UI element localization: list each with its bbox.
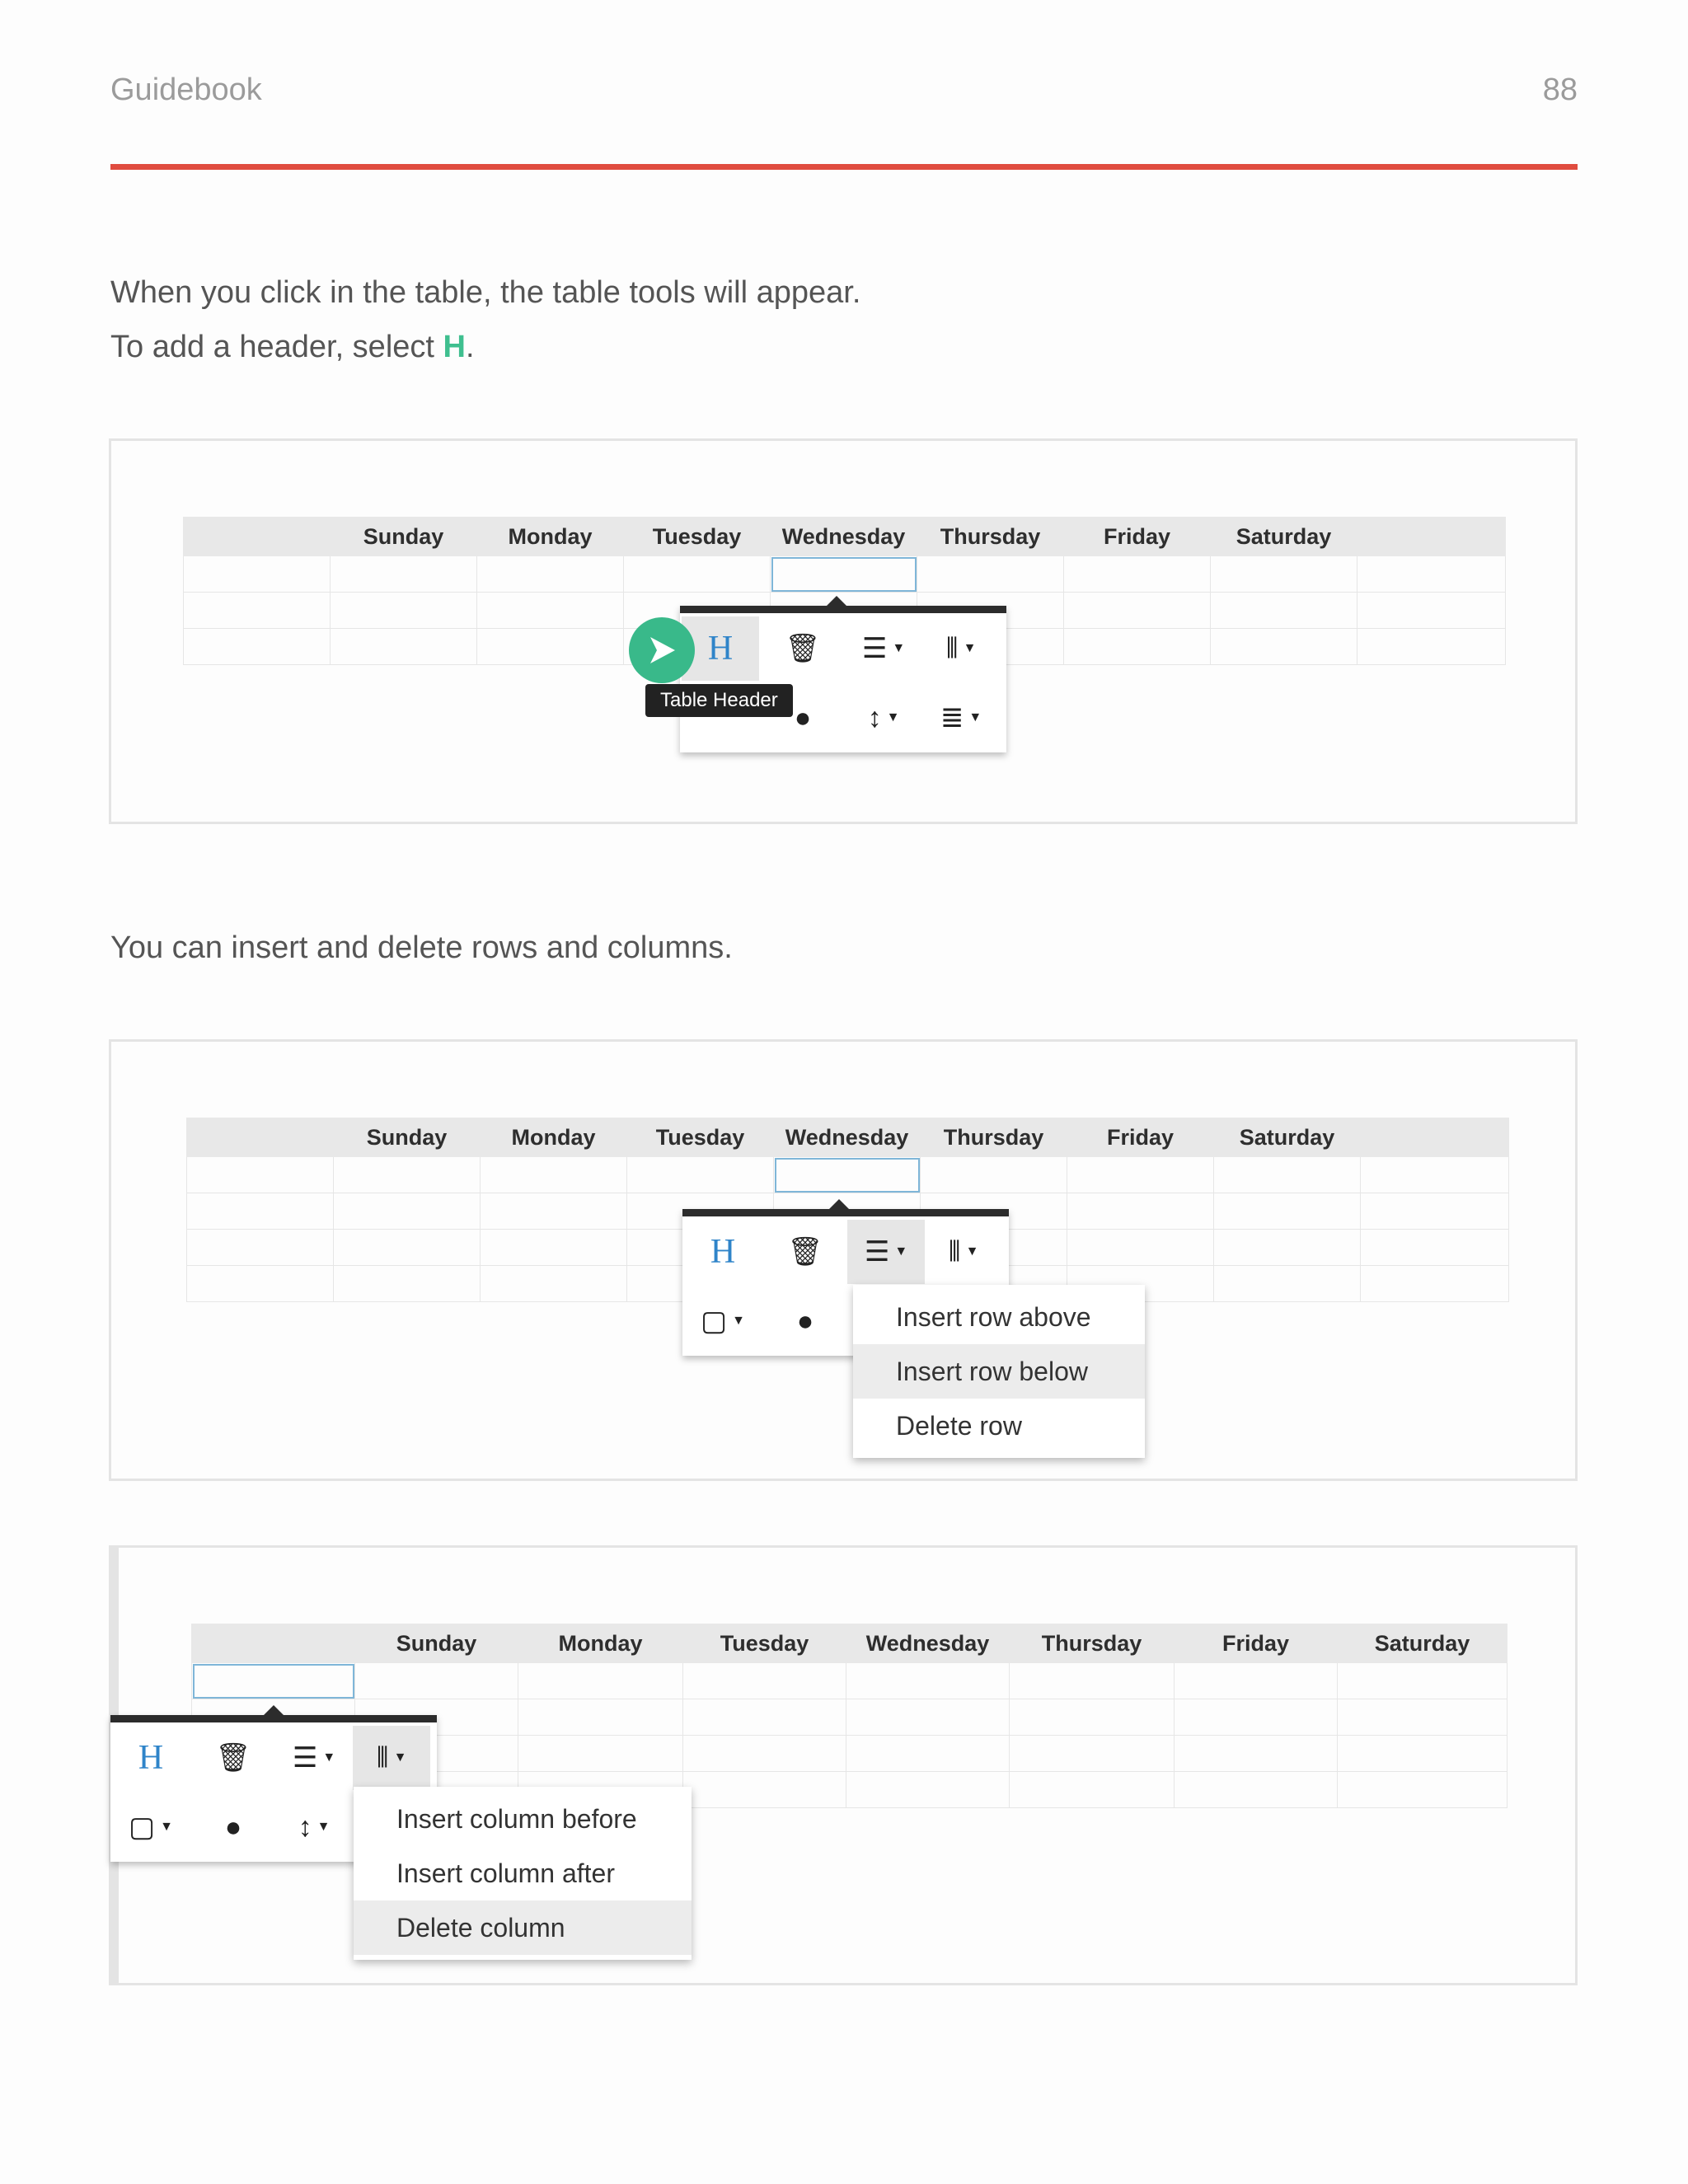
columns-icon: ⦀ (376, 1741, 389, 1774)
vertical-align-button[interactable] (845, 686, 922, 750)
table-cell[interactable] (1175, 1736, 1338, 1772)
insert-column-after-item[interactable]: Insert column after (396, 1858, 615, 1888)
column-header-sunday[interactable]: Sunday (355, 1624, 518, 1663)
rows-menu-button[interactable] (845, 616, 922, 681)
table-header-button[interactable]: H (682, 616, 759, 681)
column-header-friday[interactable]: Friday (1067, 1118, 1214, 1157)
table-cell[interactable] (1064, 556, 1211, 593)
delete-table-button[interactable] (764, 616, 842, 681)
table-cell[interactable] (481, 1230, 627, 1266)
table-cell[interactable] (1214, 1193, 1361, 1230)
column-header-friday[interactable]: Friday (1064, 518, 1211, 556)
delete-column-item[interactable]: Delete column (354, 1900, 692, 1955)
header-rule (110, 164, 1578, 170)
screenshot-table-header (109, 438, 1578, 824)
table-header-button[interactable]: H (138, 1739, 164, 1777)
table-cell[interactable] (331, 556, 477, 593)
rows-icon: ☰ (861, 633, 888, 664)
selected-table-cell[interactable] (771, 556, 917, 593)
table-cell[interactable] (846, 1663, 1010, 1699)
column-header-saturday[interactable]: Saturday (1338, 1624, 1507, 1663)
table-cell[interactable] (481, 1266, 627, 1302)
border-square-icon: ▢ (129, 1811, 156, 1843)
columns-icon: ⦀ (945, 632, 959, 664)
header-shortcut-letter: H (443, 330, 466, 364)
insert-row-below-item[interactable]: Insert row below (853, 1344, 1145, 1399)
table-cell[interactable] (355, 1663, 518, 1699)
table-row (184, 556, 1506, 593)
selected-table-cell[interactable] (192, 1663, 355, 1699)
column-header-blank[interactable] (184, 518, 331, 556)
chevron-down-icon: ▼ (393, 1750, 407, 1765)
table-cell[interactable] (477, 629, 624, 665)
chevron-down-icon: ▼ (160, 1820, 173, 1834)
table-cell[interactable] (1211, 556, 1357, 593)
column-header-monday[interactable]: Monday (518, 1624, 683, 1663)
table-cell[interactable] (477, 556, 624, 593)
columns-menu-button[interactable] (922, 616, 1000, 681)
table-cell[interactable] (1067, 1193, 1214, 1230)
color-drop-icon: ● (796, 1305, 814, 1337)
table-cell[interactable] (627, 1157, 774, 1193)
table-cell[interactable] (334, 1266, 481, 1302)
table-cell[interactable] (331, 629, 477, 665)
screenshot-row-menu (109, 1039, 1578, 1481)
cell-border-button[interactable] (112, 1795, 190, 1859)
columns-icon: ⦀ (948, 1235, 961, 1268)
rows-menu-button[interactable] (275, 1726, 353, 1790)
table-cell[interactable] (683, 1772, 846, 1808)
horizontal-align-button[interactable] (922, 686, 1000, 750)
table-cell[interactable] (187, 1193, 334, 1230)
toolbar-pointer (827, 596, 846, 606)
table-cell[interactable] (624, 556, 771, 593)
table-cell[interactable] (846, 1699, 1010, 1736)
table-cell[interactable] (1361, 1157, 1509, 1193)
table-header-tooltip: Table Header (645, 684, 793, 717)
table-cell[interactable] (1175, 1772, 1338, 1808)
column-header-sunday[interactable]: Sunday (331, 518, 477, 556)
column-header-thursday[interactable]: Thursday (1010, 1624, 1175, 1663)
column-header-wednesday[interactable]: Wednesday (774, 1118, 921, 1157)
column-header-thursday[interactable]: Thursday (921, 1118, 1067, 1157)
table-cell[interactable] (1214, 1230, 1361, 1266)
intro-line-2-suffix: . (465, 330, 475, 364)
table-cell[interactable] (683, 1663, 846, 1699)
table-cell[interactable] (184, 556, 331, 593)
vertical-align-icon: ↕ (867, 701, 882, 733)
pointer-cursor-icon (629, 617, 695, 683)
insert-row-above-item[interactable]: Insert row above (896, 1302, 1091, 1332)
table-cell[interactable] (1357, 593, 1506, 629)
intro-line-2 (110, 331, 475, 363)
table-cell[interactable] (187, 1230, 334, 1266)
column-options-menu (354, 1787, 692, 1960)
table-cell[interactable] (1067, 1230, 1214, 1266)
cell-color-button[interactable] (195, 1795, 272, 1859)
page-number: 88 (1542, 73, 1578, 107)
table-row (192, 1663, 1507, 1699)
table-cell[interactable] (1338, 1736, 1507, 1772)
columns-menu-button[interactable] (925, 1220, 1002, 1284)
table-cell[interactable] (518, 1736, 683, 1772)
color-drop-icon: ● (794, 701, 812, 733)
document-title: Guidebook (110, 73, 262, 107)
table-cell[interactable] (518, 1699, 683, 1736)
align-left-icon: ≣ (940, 702, 964, 733)
cell-border-button[interactable] (684, 1289, 762, 1353)
color-drop-icon: ● (224, 1811, 242, 1843)
table-cell[interactable] (1064, 629, 1211, 665)
table-cell[interactable] (1211, 629, 1357, 665)
columns-menu-button[interactable] (353, 1726, 430, 1790)
table-cell[interactable] (683, 1699, 846, 1736)
table-cell[interactable] (1338, 1663, 1507, 1699)
table-cell[interactable] (187, 1266, 334, 1302)
toolbar-pointer (829, 1199, 849, 1209)
table-cell[interactable] (1214, 1266, 1361, 1302)
table-cell[interactable] (1064, 593, 1211, 629)
border-square-icon: ▢ (701, 1305, 728, 1337)
table-cell[interactable] (481, 1193, 627, 1230)
table-cell[interactable] (334, 1157, 481, 1193)
table-cell[interactable] (1211, 593, 1357, 629)
table-cell[interactable] (1067, 1157, 1214, 1193)
column-header-blank[interactable] (1361, 1118, 1509, 1157)
table-row (187, 1157, 1509, 1193)
column-header-saturday[interactable]: Saturday (1214, 1118, 1361, 1157)
table-cell[interactable] (1010, 1699, 1175, 1736)
column-header-tuesday[interactable]: Tuesday (624, 518, 771, 556)
table-cell[interactable] (477, 593, 624, 629)
chevron-down-icon: ▼ (968, 710, 982, 724)
rows-icon: ☰ (864, 1236, 890, 1268)
column-header-sunday[interactable]: Sunday (334, 1118, 481, 1157)
table-cell[interactable] (1175, 1699, 1338, 1736)
column-header-blank[interactable] (1357, 518, 1506, 556)
selected-table-cell[interactable] (774, 1157, 921, 1193)
table-cell[interactable] (1175, 1663, 1338, 1699)
column-header-blank[interactable] (192, 1624, 355, 1663)
table-cell[interactable] (1338, 1699, 1507, 1736)
delete-table-button[interactable] (767, 1220, 844, 1284)
chevron-down-icon: ▼ (732, 1314, 745, 1328)
toolbar-pointer (264, 1705, 284, 1715)
table-cell[interactable] (187, 1157, 334, 1193)
rows-columns-intro: You can insert and delete rows and columns. (110, 930, 733, 965)
screenshot-column-menu (109, 1545, 1578, 1985)
table-cell[interactable] (334, 1193, 481, 1230)
column-header-blank[interactable] (187, 1118, 334, 1157)
table-cell[interactable] (334, 1230, 481, 1266)
table-cell[interactable] (481, 1157, 627, 1193)
arrow-icon (645, 634, 678, 667)
column-header-tuesday[interactable]: Tuesday (683, 1624, 846, 1663)
chevron-down-icon: ▼ (886, 710, 900, 724)
table-cell[interactable] (683, 1736, 846, 1772)
vertical-align-button[interactable] (275, 1795, 353, 1859)
column-header-friday[interactable]: Friday (1175, 1624, 1338, 1663)
table-cell[interactable] (331, 593, 477, 629)
trash-icon: 🗑 (787, 1236, 823, 1268)
table-header-button[interactable]: H (710, 1233, 736, 1271)
table-cell[interactable] (1010, 1663, 1175, 1699)
trash-icon: 🗑 (785, 633, 821, 664)
chevron-down-icon: ▼ (963, 641, 977, 655)
table-cell[interactable] (921, 1157, 1067, 1193)
chevron-down-icon: ▼ (316, 1820, 331, 1834)
table-cell[interactable] (1361, 1193, 1509, 1230)
table-cell[interactable] (184, 593, 331, 629)
insert-column-before-item[interactable]: Insert column before (396, 1804, 637, 1834)
table-cell[interactable] (518, 1663, 683, 1699)
chevron-down-icon: ▼ (322, 1750, 336, 1765)
table-cell[interactable] (1010, 1772, 1175, 1808)
table-cell[interactable] (1357, 556, 1506, 593)
trash-icon: 🗑 (215, 1742, 251, 1774)
table-cell[interactable] (1214, 1157, 1361, 1193)
rows-menu-button[interactable] (847, 1220, 925, 1284)
chevron-down-icon: ▼ (894, 1244, 908, 1258)
table-cell[interactable] (1010, 1736, 1175, 1772)
table-cell[interactable] (917, 556, 1064, 593)
column-header-thursday[interactable]: Thursday (917, 518, 1064, 556)
table-cell[interactable] (846, 1736, 1010, 1772)
column-header-tuesday[interactable]: Tuesday (627, 1118, 774, 1157)
intro-line-1: When you click in the table, the table tools will appear. (110, 275, 861, 310)
delete-row-item[interactable]: Delete row (896, 1411, 1022, 1441)
column-header-saturday[interactable]: Saturday (1211, 518, 1357, 556)
column-header-wednesday[interactable]: Wednesday (846, 1624, 1010, 1663)
table-cell[interactable] (846, 1772, 1010, 1808)
vertical-align-icon: ↕ (298, 1811, 312, 1843)
column-header-monday[interactable]: Monday (481, 1118, 627, 1157)
table-cell[interactable] (1361, 1266, 1509, 1302)
table-cell[interactable] (1338, 1772, 1507, 1808)
table-cell[interactable] (184, 629, 331, 665)
column-header-wednesday[interactable]: Wednesday (771, 518, 917, 556)
delete-table-button[interactable] (195, 1726, 272, 1790)
table-cell[interactable] (1357, 629, 1506, 665)
table-tools-toolbar (680, 606, 1006, 752)
chevron-down-icon: ▼ (892, 641, 906, 655)
table-cell[interactable] (1361, 1230, 1509, 1266)
chevron-down-icon: ▼ (965, 1244, 979, 1258)
cell-color-button[interactable] (767, 1289, 844, 1353)
column-header-monday[interactable]: Monday (477, 518, 624, 556)
row-options-menu (853, 1285, 1145, 1458)
rows-icon: ☰ (292, 1742, 318, 1774)
intro-line-2-prefix: To add a header, select (110, 330, 443, 364)
